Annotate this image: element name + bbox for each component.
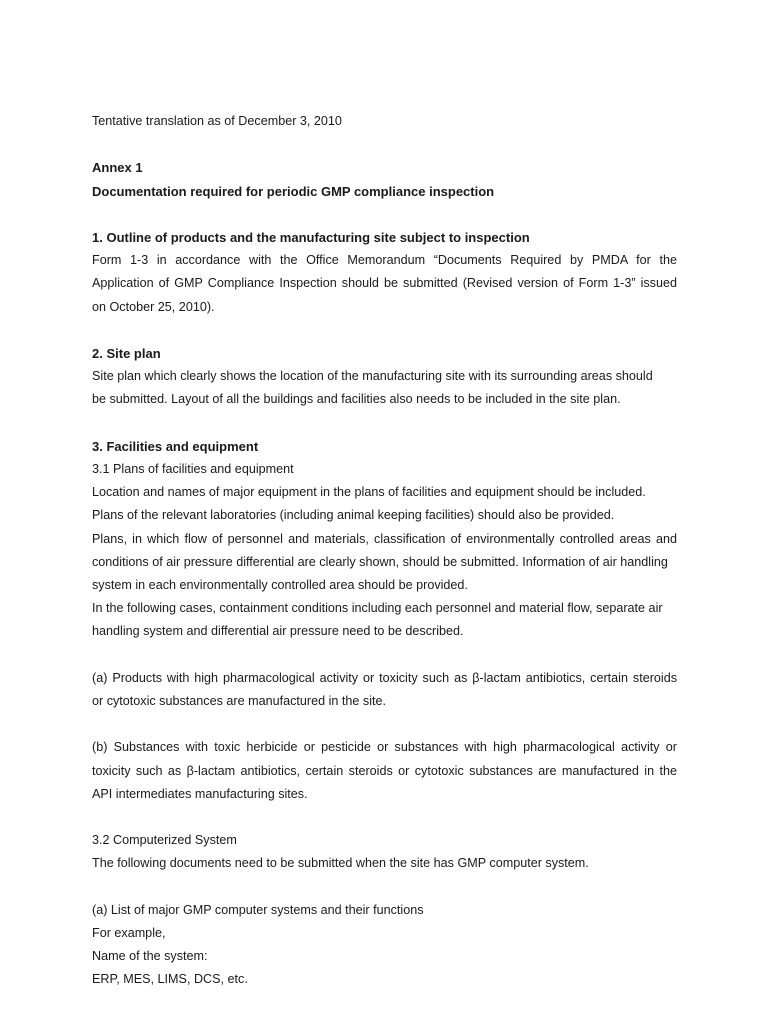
section-1-line: Application of GMP Compliance Inspection should be submitted (Revised version of Form 1-3” issued [92, 276, 677, 291]
section-1-line: Form 1-3 in accordance with the Office Memorandum “Documents Required by PMDA for the [92, 253, 677, 268]
subsection-3-2-line: For example, [92, 925, 166, 940]
subsection-3-1-line: Location and names of major equipment in the plans of facilities and equipment should be included. [92, 485, 646, 500]
subsection-3-2-intro: The following documents need to be submitted when the site has GMP computer system. [92, 856, 589, 871]
item-a-line: (a) Products with high pharmacological activity or toxicity such as β-lactam antibiotics, certain steroids [92, 670, 677, 685]
subsection-3-2-line: ERP, MES, LIMS, DCS, etc. [92, 972, 248, 987]
spacer [92, 319, 677, 342]
subsection-3-1-line: handling system and differential air pressure need to be described. [92, 624, 464, 639]
subsection-3-2-item-a: (a) List of major GMP computer systems and their functions [92, 902, 424, 917]
spacer [92, 806, 677, 829]
subsection-3-1-line: Plans of the relevant laboratories (including animal keeping facilities) should also be provided. [92, 508, 615, 523]
item-b-line: toxicity such as β-lactam antibiotics, certain steroids or cytotoxic substances are manufactured in the [92, 763, 677, 778]
spacer [92, 644, 677, 667]
subsection-3-1-line: conditions of air pressure differential are clearly shown, should be submitted. Information of air handling [92, 554, 668, 569]
section-1-line: on October 25, 2010). [92, 299, 215, 314]
section-2-line: Site plan which clearly shows the location of the manufacturing site with its surrounding areas should [92, 369, 653, 384]
section-1-heading: 1. Outline of products and the manufacturing site subject to inspection [92, 229, 530, 245]
annex-label: Annex 1 [92, 160, 143, 176]
spacer [92, 203, 677, 226]
item-b-line: (b) Substances with toxic herbicide or pesticide or substances with high pharmacological activity or [92, 740, 677, 755]
subsection-3-2-title: 3.2 Computerized System [92, 833, 237, 848]
spacer [92, 713, 677, 736]
section-3-heading: 3. Facilities and equipment [92, 438, 259, 454]
spacer [92, 412, 677, 435]
section-2-line: be submitted. Layout of all the buildings and facilities also needs to be included in the site plan. [92, 392, 621, 407]
spacer [92, 876, 677, 899]
item-b-line: API intermediates manufacturing sites. [92, 786, 308, 801]
subsection-3-1-line: In the following cases, containment conditions including each personnel and material flow, separate air [92, 601, 663, 616]
section-2-heading: 2. Site plan [92, 345, 161, 361]
translation-note: Tentative translation as of December 3, 2010 [92, 114, 342, 128]
annex-title: Documentation required for periodic GMP compliance inspection [92, 183, 495, 199]
subsection-3-1-line: Plans, in which flow of personnel and materials, classification of environmentally controlled areas and [92, 531, 677, 546]
subsection-3-2-line: Name of the system: [92, 949, 208, 964]
document-page [92, 110, 677, 992]
spacer [92, 133, 677, 156]
item-a-line: or cytotoxic substances are manufactured in the site. [92, 694, 387, 708]
subsection-3-1-title: 3.1 Plans of facilities and equipment [92, 461, 294, 476]
subsection-3-1-line: system in each environmentally controlled area should be provided. [92, 578, 468, 592]
